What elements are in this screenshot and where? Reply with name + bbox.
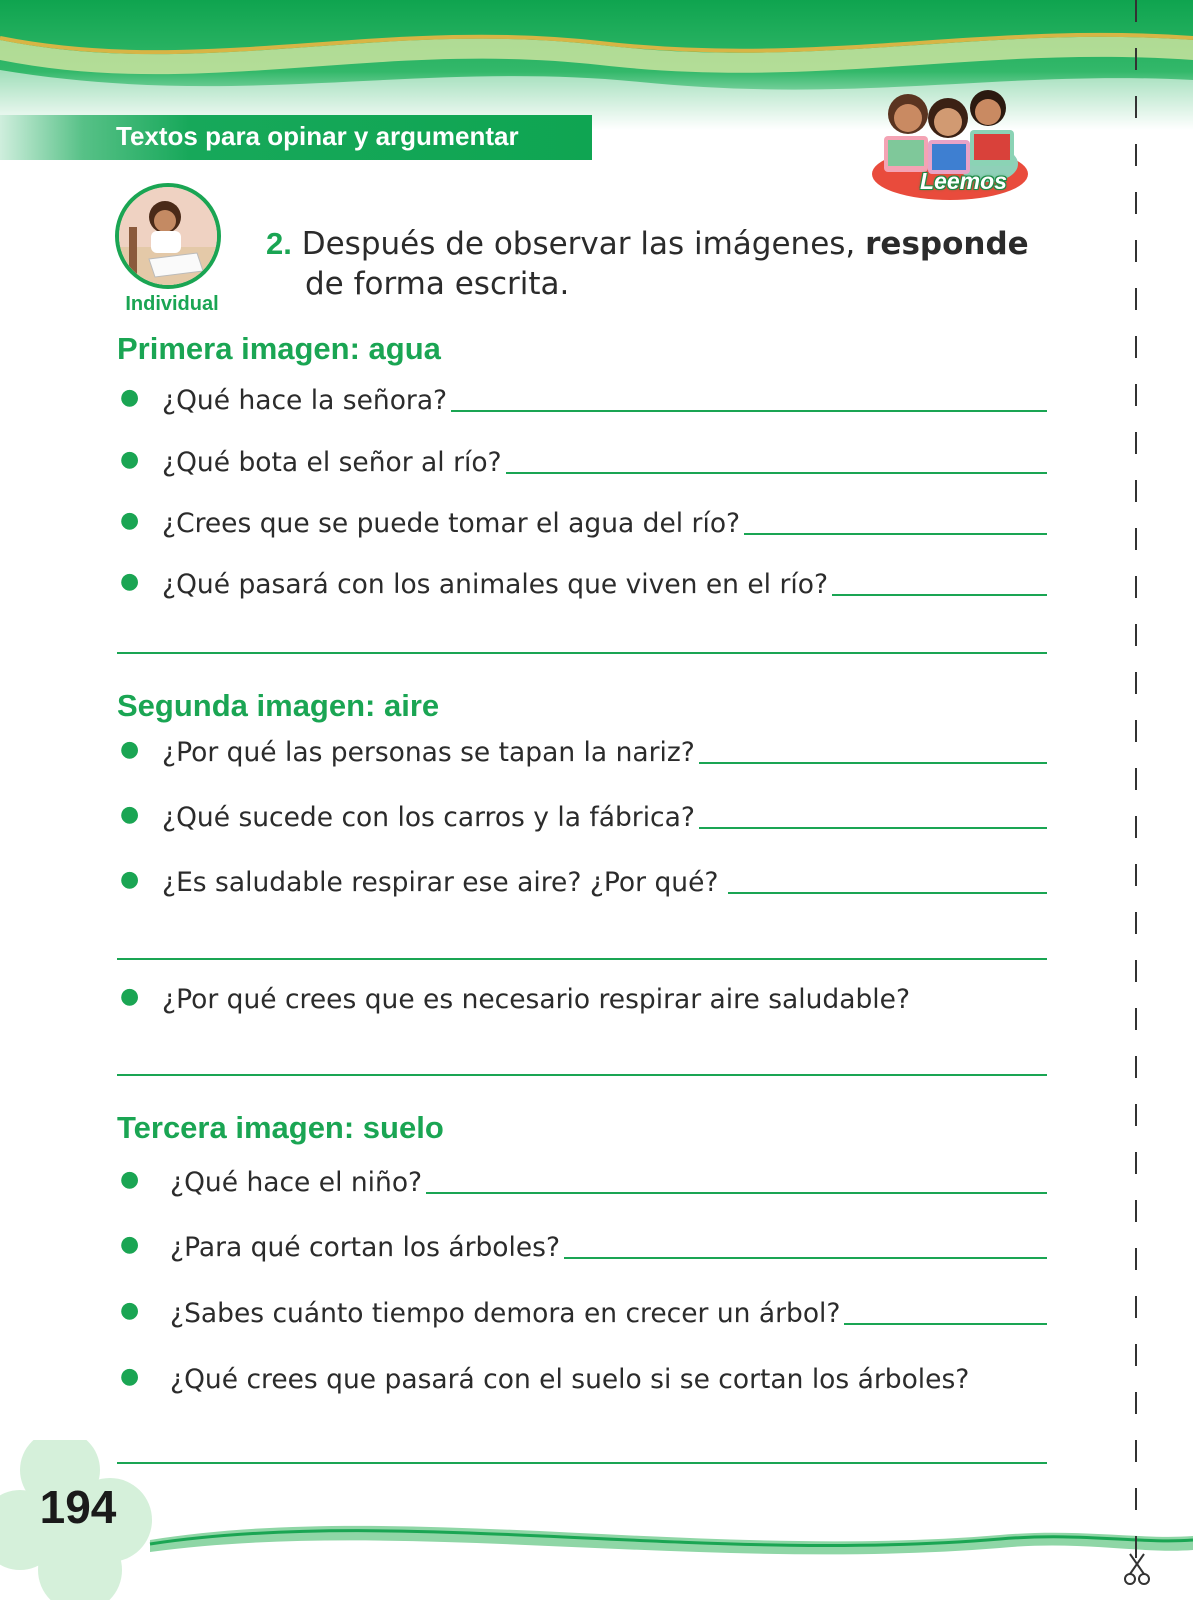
section-heading-suelo: Tercera imagen: suelo	[117, 1110, 444, 1145]
leemos-label: Leemos	[920, 168, 1007, 194]
question-text: ¿Sabes cuánto tiempo demora en crecer un árbol?	[170, 1298, 841, 1329]
section-heading-agua: Primera imagen: agua	[117, 331, 441, 366]
question-text: ¿Qué sucede con los carros y la fábrica?	[162, 802, 695, 833]
activity-mode-label: Individual	[125, 293, 219, 315]
bullet: ●	[120, 569, 140, 594]
bullet: ●	[120, 1167, 140, 1192]
question-row[interactable]	[117, 860, 1047, 900]
question-row	[117, 1357, 1047, 1397]
footer-decoration	[0, 1440, 1193, 1600]
bullet: ●	[120, 737, 140, 762]
instruction-text-end: de forma escrita.	[305, 266, 570, 302]
answer-line[interactable]	[832, 594, 1047, 596]
bullet: ●	[120, 447, 140, 472]
question-text: ¿Qué pasará con los animales que viven en el río?	[162, 569, 829, 600]
answer-line[interactable]	[451, 410, 1047, 412]
question-text: ¿Por qué las personas se tapan la nariz?	[162, 737, 695, 768]
instruction-text: Después de observar las imágenes,	[301, 226, 856, 262]
bullet: ●	[120, 802, 140, 827]
question-text: ¿Qué bota el señor al río?	[162, 447, 502, 478]
question-row[interactable]	[117, 378, 1047, 418]
question-row	[117, 977, 1047, 1017]
question-row[interactable]	[117, 1160, 1047, 1200]
question-text: ¿Qué hace la señora?	[162, 385, 448, 416]
bullet: ●	[120, 1364, 140, 1389]
question-text: ¿Para qué cortan los árboles?	[170, 1232, 561, 1263]
question-text: ¿Por qué crees que es necesario respirar aire saludable?	[162, 984, 911, 1015]
question-row[interactable]	[117, 562, 1047, 602]
section-title: Textos para opinar y argumentar	[116, 121, 519, 151]
question-row[interactable]	[117, 1291, 1047, 1331]
answer-line[interactable]	[744, 533, 1047, 535]
answer-line[interactable]	[699, 827, 1047, 829]
activity-number: 2.	[266, 226, 292, 261]
answer-line[interactable]	[426, 1192, 1047, 1194]
cut-guide-line	[1135, 0, 1137, 1600]
bullet: ●	[120, 867, 140, 892]
section-banner	[0, 115, 592, 160]
page-number: 194	[39, 1481, 117, 1533]
question-text: ¿Qué crees que pasará con el suelo si se cortan los árboles?	[170, 1364, 970, 1395]
instruction-bold: responde	[865, 226, 1029, 262]
question-text: ¿Qué hace el niño?	[170, 1167, 423, 1198]
bullet: ●	[120, 385, 140, 410]
question-row[interactable]	[117, 730, 1047, 770]
scissors-icon	[1124, 1552, 1150, 1586]
question-row[interactable]	[117, 440, 1047, 480]
answer-line-full[interactable]	[117, 958, 1047, 960]
activity-instruction	[266, 224, 1046, 304]
bullet: ●	[120, 1232, 140, 1257]
question-text: ¿Es saludable respirar ese aire? ¿Por qué?	[162, 867, 719, 898]
question-row[interactable]	[117, 795, 1047, 835]
girl-writing-icon	[115, 183, 221, 289]
answer-line-full[interactable]	[117, 1074, 1047, 1076]
bullet: ●	[120, 984, 140, 1009]
answer-line[interactable]	[699, 762, 1047, 764]
answer-line[interactable]	[506, 472, 1047, 474]
answer-line[interactable]	[728, 892, 1047, 894]
answer-line[interactable]	[564, 1257, 1047, 1259]
bullet: ●	[120, 1298, 140, 1323]
answer-line[interactable]	[844, 1323, 1047, 1325]
question-row[interactable]	[117, 501, 1047, 541]
bullet: ●	[120, 508, 140, 533]
question-text: ¿Crees que se puede tomar el agua del río?	[162, 508, 741, 539]
question-row[interactable]	[117, 1225, 1047, 1265]
answer-line-full[interactable]	[117, 652, 1047, 654]
section-heading-aire: Segunda imagen: aire	[117, 688, 440, 723]
